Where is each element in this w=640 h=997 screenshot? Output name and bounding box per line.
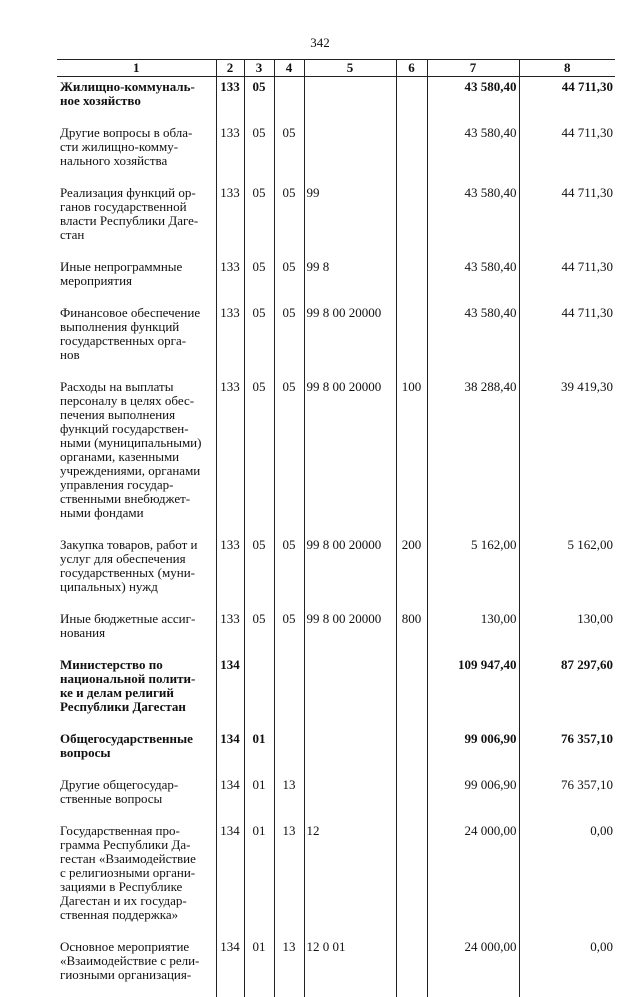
spacer-cell bbox=[244, 806, 274, 821]
spacer-cell bbox=[427, 108, 519, 123]
spacer-cell bbox=[57, 640, 216, 655]
spacer-cell bbox=[519, 922, 615, 937]
spacer-cell bbox=[427, 520, 519, 535]
section-code-cell: 05 bbox=[244, 303, 274, 362]
target-article-cell: 99 8 00 20000 bbox=[304, 377, 396, 520]
target-article-cell bbox=[304, 729, 396, 760]
table-row bbox=[57, 609, 615, 640]
table-row bbox=[57, 123, 615, 168]
section-code-cell: 05 bbox=[244, 377, 274, 520]
section-code-cell: 05 bbox=[244, 257, 274, 288]
amount-year1-cell: 43 580,40 bbox=[427, 183, 519, 242]
spacer-cell bbox=[519, 242, 615, 257]
spacer-cell bbox=[244, 982, 274, 997]
admin-code-cell: 134 bbox=[216, 655, 244, 714]
admin-code-cell: 133 bbox=[216, 123, 244, 168]
spacer-cell bbox=[57, 168, 216, 183]
expense-type-cell bbox=[396, 183, 427, 242]
spacer-cell bbox=[396, 108, 427, 123]
amount-year2-cell: 87 297,60 bbox=[519, 655, 615, 714]
spacer-cell bbox=[396, 520, 427, 535]
table-body bbox=[57, 77, 615, 997]
spacer-cell bbox=[427, 714, 519, 729]
row-name-cell: Расходы на выплаты персоналу в целях обес- печения выполнения функций государствен- ными (муниципальными) органами, казенными учреждениями, органами управления государ- ственными внебюджет- ными фондами bbox=[57, 377, 216, 520]
expense-type-cell bbox=[396, 729, 427, 760]
row-name-cell: Министерство по национальной полити- ке и делам религий Республики Дагестан bbox=[57, 655, 216, 714]
subsection-code-cell: 13 bbox=[274, 937, 304, 982]
spacer-cell bbox=[216, 108, 244, 123]
spacer-cell bbox=[396, 922, 427, 937]
spacer-cell bbox=[274, 806, 304, 821]
column-header: 4 bbox=[274, 60, 304, 77]
row-name-cell: Основное мероприятие «Взаимодействие с рели- гиозными организация- bbox=[57, 937, 216, 982]
section-code-cell: 05 bbox=[244, 123, 274, 168]
spacer-cell bbox=[274, 242, 304, 257]
subsection-code-cell: 05 bbox=[274, 377, 304, 520]
spacer-cell bbox=[427, 760, 519, 775]
spacer-cell bbox=[304, 760, 396, 775]
spacer-cell bbox=[304, 242, 396, 257]
row-name-cell: Общегосударственные вопросы bbox=[57, 729, 216, 760]
spacer-cell bbox=[519, 362, 615, 377]
spacer-cell bbox=[274, 760, 304, 775]
spacer-cell bbox=[304, 362, 396, 377]
table-row bbox=[57, 535, 615, 594]
spacer-cell bbox=[427, 362, 519, 377]
row-spacer bbox=[57, 714, 615, 729]
table-row bbox=[57, 821, 615, 922]
spacer-cell bbox=[57, 520, 216, 535]
spacer-cell bbox=[396, 982, 427, 997]
target-article-cell bbox=[304, 77, 396, 109]
row-name-cell: Реализация функций ор- ганов государственной власти Республики Даге- стан bbox=[57, 183, 216, 242]
row-spacer bbox=[57, 982, 615, 997]
target-article-cell bbox=[304, 123, 396, 168]
spacer-cell bbox=[427, 640, 519, 655]
subsection-code-cell bbox=[274, 655, 304, 714]
subsection-code-cell: 05 bbox=[274, 257, 304, 288]
spacer-cell bbox=[244, 288, 274, 303]
expense-type-cell bbox=[396, 821, 427, 922]
subsection-code-cell: 13 bbox=[274, 775, 304, 806]
amount-year2-cell: 44 711,30 bbox=[519, 303, 615, 362]
column-header: 6 bbox=[396, 60, 427, 77]
spacer-cell bbox=[216, 640, 244, 655]
amount-year1-cell: 5 162,00 bbox=[427, 535, 519, 594]
spacer-cell bbox=[274, 520, 304, 535]
row-spacer bbox=[57, 288, 615, 303]
section-code-cell: 01 bbox=[244, 821, 274, 922]
row-spacer bbox=[57, 362, 615, 377]
target-article-cell: 99 8 00 20000 bbox=[304, 609, 396, 640]
expense-type-cell bbox=[396, 123, 427, 168]
spacer-cell bbox=[57, 806, 216, 821]
spacer-cell bbox=[57, 108, 216, 123]
table-row bbox=[57, 257, 615, 288]
admin-code-cell: 133 bbox=[216, 77, 244, 109]
table-header-row bbox=[57, 60, 615, 77]
spacer-cell bbox=[519, 640, 615, 655]
spacer-cell bbox=[304, 640, 396, 655]
spacer-cell bbox=[396, 714, 427, 729]
row-spacer bbox=[57, 760, 615, 775]
amount-year2-cell: 44 711,30 bbox=[519, 123, 615, 168]
admin-code-cell: 134 bbox=[216, 775, 244, 806]
page-number: 342 bbox=[0, 35, 640, 51]
spacer-cell bbox=[519, 806, 615, 821]
target-article-cell: 99 bbox=[304, 183, 396, 242]
admin-code-cell: 133 bbox=[216, 535, 244, 594]
admin-code-cell: 134 bbox=[216, 821, 244, 922]
expense-type-cell: 100 bbox=[396, 377, 427, 520]
spacer-cell bbox=[274, 168, 304, 183]
row-name-cell: Иные непрограммные мероприятия bbox=[57, 257, 216, 288]
spacer-cell bbox=[396, 594, 427, 609]
spacer-cell bbox=[427, 242, 519, 257]
row-spacer bbox=[57, 108, 615, 123]
amount-year1-cell: 109 947,40 bbox=[427, 655, 519, 714]
spacer-cell bbox=[519, 168, 615, 183]
amount-year1-cell: 43 580,40 bbox=[427, 123, 519, 168]
amount-year1-cell: 43 580,40 bbox=[427, 257, 519, 288]
spacer-cell bbox=[304, 520, 396, 535]
table-row bbox=[57, 775, 615, 806]
spacer-cell bbox=[244, 520, 274, 535]
column-header: 8 bbox=[519, 60, 615, 77]
row-spacer bbox=[57, 168, 615, 183]
spacer-cell bbox=[216, 922, 244, 937]
expense-type-cell: 200 bbox=[396, 535, 427, 594]
spacer-cell bbox=[216, 594, 244, 609]
spacer-cell bbox=[396, 640, 427, 655]
spacer-cell bbox=[396, 168, 427, 183]
admin-code-cell: 134 bbox=[216, 937, 244, 982]
spacer-cell bbox=[57, 362, 216, 377]
amount-year1-cell: 99 006,90 bbox=[427, 729, 519, 760]
expense-type-cell bbox=[396, 257, 427, 288]
amount-year1-cell: 24 000,00 bbox=[427, 821, 519, 922]
section-code-cell: 01 bbox=[244, 729, 274, 760]
admin-code-cell: 133 bbox=[216, 183, 244, 242]
subsection-code-cell bbox=[274, 77, 304, 109]
amount-year1-cell: 43 580,40 bbox=[427, 303, 519, 362]
row-name-cell: Финансовое обеспечение выполнения функций государственных орга- нов bbox=[57, 303, 216, 362]
admin-code-cell: 133 bbox=[216, 257, 244, 288]
amount-year2-cell: 44 711,30 bbox=[519, 77, 615, 109]
admin-code-cell: 133 bbox=[216, 377, 244, 520]
spacer-cell bbox=[427, 922, 519, 937]
table-row bbox=[57, 937, 615, 982]
column-header: 7 bbox=[427, 60, 519, 77]
target-article-cell: 99 8 00 20000 bbox=[304, 303, 396, 362]
row-name-cell: Закупка товаров, работ и услуг для обеспечения государственных (муни- ципальных) нужд bbox=[57, 535, 216, 594]
subsection-code-cell: 13 bbox=[274, 821, 304, 922]
spacer-cell bbox=[304, 982, 396, 997]
amount-year1-cell: 43 580,40 bbox=[427, 77, 519, 109]
spacer-cell bbox=[519, 520, 615, 535]
spacer-cell bbox=[244, 168, 274, 183]
spacer-cell bbox=[304, 108, 396, 123]
target-article-cell bbox=[304, 655, 396, 714]
amount-year2-cell: 44 711,30 bbox=[519, 257, 615, 288]
row-spacer bbox=[57, 594, 615, 609]
amount-year2-cell: 39 419,30 bbox=[519, 377, 615, 520]
column-header: 5 bbox=[304, 60, 396, 77]
section-code-cell: 05 bbox=[244, 183, 274, 242]
row-name-cell: Жилищно-коммуналь- ное хозяйство bbox=[57, 77, 216, 109]
column-header: 2 bbox=[216, 60, 244, 77]
spacer-cell bbox=[427, 982, 519, 997]
section-code-cell: 05 bbox=[244, 535, 274, 594]
spacer-cell bbox=[57, 594, 216, 609]
spacer-cell bbox=[274, 362, 304, 377]
admin-code-cell: 133 bbox=[216, 609, 244, 640]
spacer-cell bbox=[57, 982, 216, 997]
amount-year1-cell: 38 288,40 bbox=[427, 377, 519, 520]
target-article-cell: 99 8 bbox=[304, 257, 396, 288]
spacer-cell bbox=[274, 982, 304, 997]
amount-year2-cell: 0,00 bbox=[519, 937, 615, 982]
row-name-cell: Другие вопросы в обла- сти жилищно-комму- нального хозяйства bbox=[57, 123, 216, 168]
spacer-cell bbox=[57, 760, 216, 775]
expense-type-cell bbox=[396, 77, 427, 109]
section-code-cell bbox=[244, 655, 274, 714]
section-code-cell: 01 bbox=[244, 775, 274, 806]
table-row bbox=[57, 303, 615, 362]
spacer-cell bbox=[216, 242, 244, 257]
row-spacer bbox=[57, 806, 615, 821]
spacer-cell bbox=[519, 982, 615, 997]
column-header: 1 bbox=[57, 60, 216, 77]
admin-code-cell: 134 bbox=[216, 729, 244, 760]
row-spacer bbox=[57, 242, 615, 257]
spacer-cell bbox=[57, 242, 216, 257]
table-row bbox=[57, 77, 615, 109]
spacer-cell bbox=[244, 594, 274, 609]
section-code-cell: 01 bbox=[244, 937, 274, 982]
row-name-cell: Другие общегосудар- ственные вопросы bbox=[57, 775, 216, 806]
expense-type-cell bbox=[396, 775, 427, 806]
spacer-cell bbox=[216, 362, 244, 377]
spacer-cell bbox=[304, 594, 396, 609]
amount-year2-cell: 0,00 bbox=[519, 821, 615, 922]
subsection-code-cell: 05 bbox=[274, 123, 304, 168]
spacer-cell bbox=[304, 288, 396, 303]
table-row bbox=[57, 183, 615, 242]
spacer-cell bbox=[274, 640, 304, 655]
spacer-cell bbox=[304, 922, 396, 937]
spacer-cell bbox=[216, 760, 244, 775]
amount-year2-cell: 44 711,30 bbox=[519, 183, 615, 242]
spacer-cell bbox=[396, 362, 427, 377]
table-row bbox=[57, 377, 615, 520]
row-spacer bbox=[57, 922, 615, 937]
spacer-cell bbox=[216, 714, 244, 729]
spacer-cell bbox=[216, 288, 244, 303]
amount-year1-cell: 99 006,90 bbox=[427, 775, 519, 806]
spacer-cell bbox=[396, 806, 427, 821]
target-article-cell: 12 bbox=[304, 821, 396, 922]
spacer-cell bbox=[274, 714, 304, 729]
spacer-cell bbox=[57, 288, 216, 303]
amount-year2-cell: 5 162,00 bbox=[519, 535, 615, 594]
expense-type-cell bbox=[396, 655, 427, 714]
column-header: 3 bbox=[244, 60, 274, 77]
table-row bbox=[57, 655, 615, 714]
spacer-cell bbox=[274, 922, 304, 937]
spacer-cell bbox=[396, 760, 427, 775]
spacer-cell bbox=[427, 594, 519, 609]
admin-code-cell: 133 bbox=[216, 303, 244, 362]
spacer-cell bbox=[427, 288, 519, 303]
amount-year1-cell: 24 000,00 bbox=[427, 937, 519, 982]
spacer-cell bbox=[519, 760, 615, 775]
spacer-cell bbox=[304, 806, 396, 821]
spacer-cell bbox=[57, 714, 216, 729]
spacer-cell bbox=[244, 108, 274, 123]
spacer-cell bbox=[304, 168, 396, 183]
spacer-cell bbox=[274, 288, 304, 303]
spacer-cell bbox=[244, 922, 274, 937]
spacer-cell bbox=[244, 362, 274, 377]
spacer-cell bbox=[427, 168, 519, 183]
spacer-cell bbox=[57, 922, 216, 937]
subsection-code-cell: 05 bbox=[274, 609, 304, 640]
subsection-code-cell bbox=[274, 729, 304, 760]
row-name-cell: Иные бюджетные ассиг- нования bbox=[57, 609, 216, 640]
subsection-code-cell: 05 bbox=[274, 303, 304, 362]
spacer-cell bbox=[244, 242, 274, 257]
expense-type-cell bbox=[396, 937, 427, 982]
spacer-cell bbox=[427, 806, 519, 821]
spacer-cell bbox=[274, 594, 304, 609]
spacer-cell bbox=[396, 242, 427, 257]
subsection-code-cell: 05 bbox=[274, 535, 304, 594]
spacer-cell bbox=[519, 108, 615, 123]
amount-year2-cell: 130,00 bbox=[519, 609, 615, 640]
row-name-cell: Государственная про- грамма Республики Да- гестан «Взаимодействие с религиозными органи- зациями в Республике Дагестан и их государ- ственная поддержка» bbox=[57, 821, 216, 922]
spacer-cell bbox=[274, 108, 304, 123]
spacer-cell bbox=[216, 520, 244, 535]
spacer-cell bbox=[244, 760, 274, 775]
spacer-cell bbox=[396, 288, 427, 303]
table-row bbox=[57, 729, 615, 760]
section-code-cell: 05 bbox=[244, 77, 274, 109]
target-article-cell bbox=[304, 775, 396, 806]
spacer-cell bbox=[244, 714, 274, 729]
spacer-cell bbox=[519, 288, 615, 303]
expense-type-cell bbox=[396, 303, 427, 362]
spacer-cell bbox=[216, 168, 244, 183]
spacer-cell bbox=[216, 982, 244, 997]
spacer-cell bbox=[519, 714, 615, 729]
subsection-code-cell: 05 bbox=[274, 183, 304, 242]
amount-year2-cell: 76 357,10 bbox=[519, 775, 615, 806]
spacer-cell bbox=[519, 594, 615, 609]
spacer-cell bbox=[304, 714, 396, 729]
budget-table bbox=[57, 59, 615, 997]
target-article-cell: 12 0 01 bbox=[304, 937, 396, 982]
expense-type-cell: 800 bbox=[396, 609, 427, 640]
row-spacer bbox=[57, 640, 615, 655]
amount-year2-cell: 76 357,10 bbox=[519, 729, 615, 760]
section-code-cell: 05 bbox=[244, 609, 274, 640]
spacer-cell bbox=[244, 640, 274, 655]
spacer-cell bbox=[216, 806, 244, 821]
amount-year1-cell: 130,00 bbox=[427, 609, 519, 640]
target-article-cell: 99 8 00 20000 bbox=[304, 535, 396, 594]
row-spacer bbox=[57, 520, 615, 535]
